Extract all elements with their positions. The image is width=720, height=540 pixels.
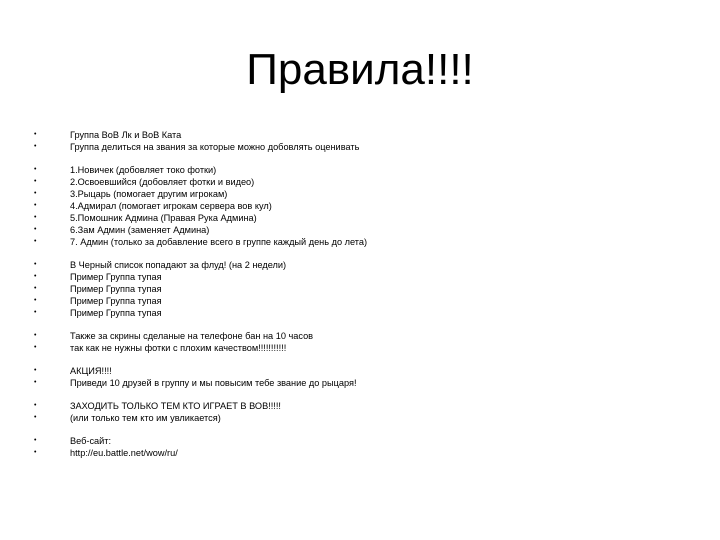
bullet-group xyxy=(34,435,694,459)
list-item xyxy=(34,188,694,200)
bullet-icon: • xyxy=(34,379,37,386)
list-item xyxy=(34,212,694,224)
list-item xyxy=(34,236,694,248)
list-item xyxy=(34,412,694,424)
list-item xyxy=(34,295,694,307)
bullet-group xyxy=(34,164,694,248)
bullet-icon: • xyxy=(34,332,37,339)
bullet-icon: • xyxy=(34,402,37,409)
list-item xyxy=(34,141,694,153)
bullet-icon: • xyxy=(34,449,37,456)
list-item xyxy=(34,259,694,271)
list-item-text: (или только тем кто им увликается) xyxy=(70,413,221,423)
bullet-icon: • xyxy=(34,143,37,150)
list-item xyxy=(34,271,694,283)
bullet-icon: • xyxy=(34,309,37,316)
list-item xyxy=(34,377,694,389)
list-item-text: Пример Группа тупая xyxy=(70,284,162,294)
list-item-text: Также за скрины сделаные на телефоне бан на 10 часов xyxy=(70,331,314,341)
list-item-text: АКЦИЯ!!!! xyxy=(70,366,112,376)
list-item-text: Веб-сайт: xyxy=(70,436,112,446)
list-item-text: 2.Освоевшийся (добовляет фотки и видео) xyxy=(70,177,255,187)
bullet-list xyxy=(34,129,694,470)
bullet-icon: • xyxy=(34,297,37,304)
list-item-text: Пример Группа тупая xyxy=(70,272,162,282)
bullet-icon: • xyxy=(34,214,37,221)
list-item-text: 6.Зам Админ (заменяет Админа) xyxy=(70,225,210,235)
list-item xyxy=(34,307,694,319)
bullet-group xyxy=(34,259,694,319)
bullet-icon: • xyxy=(34,414,37,421)
bullet-icon: • xyxy=(34,344,37,351)
list-item-text: 3.Рыцарь (помогает другим игрокам) xyxy=(70,189,228,199)
list-item-text: http://eu.battle.net/wow/ru/ xyxy=(70,448,178,458)
list-item-text: Пример Группа тупая xyxy=(70,308,162,318)
bullet-icon: • xyxy=(34,273,37,280)
list-item xyxy=(34,400,694,412)
bullet-group xyxy=(34,129,694,153)
list-item-text: Группа ВоВ Лк и ВоВ Ката xyxy=(70,130,182,140)
bullet-icon: • xyxy=(34,261,37,268)
list-item-text: 1.Новичек (добовляет токо фотки) xyxy=(70,165,217,175)
bullet-icon: • xyxy=(34,238,37,245)
bullet-icon: • xyxy=(34,166,37,173)
bullet-icon: • xyxy=(34,437,37,444)
bullet-group xyxy=(34,365,694,389)
list-item-text: 7. Админ (только за добавление всего в группе каждый день до лета) xyxy=(70,237,368,247)
list-item-text: 5.Помошник Админа (Правая Рука Админа) xyxy=(70,213,257,223)
list-item xyxy=(34,342,694,354)
list-item-text: так как не нужны фотки с плохим качеством!!!!!!!!!!! xyxy=(70,343,287,353)
slide-title: Правила!!!! xyxy=(246,45,474,94)
list-item-text: Группа делиться на звания за которые можно добовлять оценивать xyxy=(70,142,360,152)
list-item xyxy=(34,164,694,176)
list-item xyxy=(34,200,694,212)
bullet-icon: • xyxy=(34,367,37,374)
bullet-icon: • xyxy=(34,190,37,197)
list-item xyxy=(34,224,694,236)
list-item-text: Пример Группа тупая xyxy=(70,296,162,306)
list-item-text: Приведи 10 друзей в группу и мы повысим тебе звание до рыцаря! xyxy=(70,378,357,388)
list-item xyxy=(34,447,694,459)
list-item-text: 4.Адмирал (помогает игрокам сервера вов кул) xyxy=(70,201,272,211)
list-item xyxy=(34,365,694,377)
list-item xyxy=(34,435,694,447)
list-item xyxy=(34,330,694,342)
list-item xyxy=(34,283,694,295)
bullet-icon: • xyxy=(34,226,37,233)
list-item-text: В Черный список попадают за флуд! (на 2 недели) xyxy=(70,260,287,270)
list-item xyxy=(34,176,694,188)
bullet-icon: • xyxy=(34,202,37,209)
bullet-icon: • xyxy=(34,131,37,138)
list-item-text: ЗАХОДИТЬ ТОЛЬКО ТЕМ КТО ИГРАЕТ В ВОВ!!!!! xyxy=(70,401,281,411)
bullet-group xyxy=(34,330,694,354)
bullet-group xyxy=(34,400,694,424)
bullet-icon: • xyxy=(34,285,37,292)
bullet-icon: • xyxy=(34,178,37,185)
list-item xyxy=(34,129,694,141)
